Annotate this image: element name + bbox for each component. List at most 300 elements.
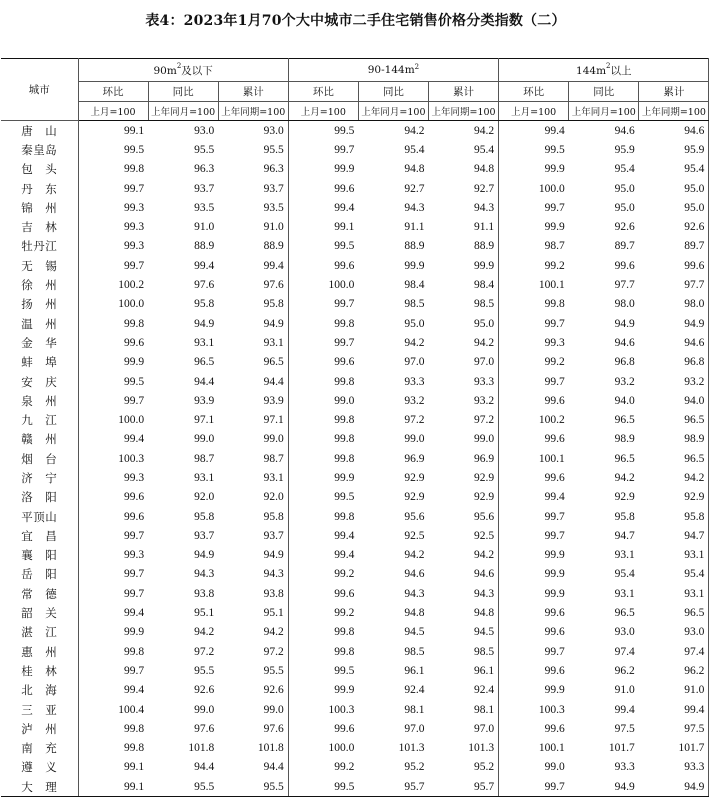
table-row	[1, 430, 709, 449]
index-value: 92.7	[404, 182, 425, 195]
index-value: 99.8	[334, 433, 355, 446]
index-value: 96.9	[404, 452, 425, 465]
table-row	[1, 546, 709, 565]
index-value: 99.7	[334, 143, 355, 156]
index-value: 93.1	[194, 336, 215, 349]
city-name: 蚌 埠	[1, 353, 78, 372]
index-value: 95.0	[404, 317, 425, 330]
index-value: 92.9	[614, 491, 635, 504]
index-value: 99.9	[334, 163, 355, 176]
table-row	[1, 700, 709, 719]
metric-header-cumulative: 累计	[428, 82, 498, 102]
index-value: 95.8	[614, 510, 635, 523]
index-value: 99.6	[334, 356, 355, 369]
city-name: 大 理	[1, 777, 78, 797]
city-name: 洛 阳	[1, 488, 78, 507]
index-value: 99.6	[544, 394, 565, 407]
metric-header-yoy: 同比	[358, 82, 428, 102]
city-name: 金 华	[1, 333, 78, 352]
index-value: 99.6	[544, 607, 565, 620]
index-value: 96.1	[404, 664, 425, 677]
index-value: 97.1	[218, 410, 288, 429]
index-value: 95.0	[614, 182, 635, 195]
index-value: 101.8	[218, 739, 288, 758]
index-value: 99.2	[334, 607, 355, 620]
group-header-small: $90m^2$及以下	[78, 59, 288, 82]
index-value: 95.5	[194, 664, 215, 677]
city-name: 南 充	[1, 739, 78, 758]
index-value: 98.7	[218, 449, 288, 468]
index-value: 99.7	[544, 529, 565, 542]
index-value: 96.3	[218, 160, 288, 179]
index-value: 95.8	[218, 507, 288, 526]
index-value: 96.8	[614, 356, 635, 369]
index-value: 99.9	[544, 221, 565, 234]
index-value: 98.9	[639, 430, 709, 449]
table-row	[1, 758, 709, 777]
index-value: 94.2	[194, 626, 215, 639]
index-value: 93.3	[428, 372, 498, 391]
index-value: 97.5	[614, 722, 635, 735]
index-value: 93.2	[639, 372, 709, 391]
index-value: 91.0	[194, 221, 215, 234]
city-column-header: 城市	[1, 59, 78, 121]
index-value: 98.4	[404, 279, 425, 292]
index-value: 100.0	[328, 279, 355, 292]
index-value: 99.8	[123, 163, 145, 176]
index-value: 101.3	[398, 742, 425, 755]
index-value: 99.7	[544, 375, 565, 388]
table-row	[1, 140, 709, 159]
index-value: 89.7	[639, 237, 709, 256]
index-value: 95.0	[428, 314, 498, 333]
index-value: 99.4	[123, 684, 145, 697]
index-value: 94.6	[404, 568, 425, 581]
index-value: 94.2	[639, 468, 709, 487]
index-value: 99.9	[544, 163, 565, 176]
index-value: 93.2	[614, 375, 635, 388]
index-value: 99.5	[123, 143, 145, 156]
index-value: 96.5	[639, 410, 709, 429]
index-value: 94.6	[639, 121, 709, 141]
index-value: 97.0	[428, 719, 498, 738]
index-value: 95.0	[639, 179, 709, 198]
index-value: 99.8	[334, 375, 355, 388]
index-value: 95.9	[614, 143, 635, 156]
city-name: 锦 州	[1, 198, 78, 217]
index-value: 99.8	[334, 317, 355, 330]
index-value: 93.7	[194, 529, 215, 542]
index-value: 98.5	[428, 642, 498, 661]
index-value: 101.8	[188, 742, 215, 755]
index-value: 94.0	[639, 391, 709, 410]
index-value: 100.3	[118, 452, 145, 465]
index-value: 95.2	[428, 758, 498, 777]
index-value: 99.7	[123, 259, 145, 272]
index-value: 99.6	[544, 664, 565, 677]
index-value: 100.2	[118, 279, 145, 292]
index-value: 99.8	[123, 645, 145, 658]
index-value: 92.6	[218, 681, 288, 700]
table-row	[1, 526, 709, 545]
index-value: 98.0	[639, 295, 709, 314]
index-value: 93.7	[194, 182, 215, 195]
index-value: 97.6	[194, 722, 215, 735]
index-value: 94.2	[428, 333, 498, 352]
index-value: 95.5	[194, 143, 215, 156]
index-value: 97.4	[614, 645, 635, 658]
index-value: 93.9	[218, 391, 288, 410]
index-value: 94.8	[428, 603, 498, 622]
index-value: 99.0	[428, 430, 498, 449]
index-value: 94.9	[614, 317, 635, 330]
index-value: 93.1	[218, 468, 288, 487]
index-value: 99.0	[544, 761, 565, 774]
index-value: 99.6	[544, 433, 565, 446]
index-value: 96.5	[614, 414, 635, 427]
index-value: 93.0	[194, 124, 215, 137]
index-value: 99.3	[544, 336, 565, 349]
index-value: 99.7	[499, 777, 569, 797]
index-value: 101.3	[428, 739, 498, 758]
index-value: 99.4	[334, 201, 355, 214]
index-value: 94.4	[194, 761, 215, 774]
base-header-cumulative: 上年同期=100	[639, 102, 709, 121]
index-value: 97.2	[428, 410, 498, 429]
index-value: 98.9	[614, 433, 635, 446]
index-value: 95.5	[218, 661, 288, 680]
index-value: 99.4	[334, 549, 355, 562]
index-value: 99.2	[334, 761, 355, 774]
index-value: 99.9	[123, 626, 145, 639]
index-value: 99.9	[428, 256, 498, 275]
index-value: 94.7	[639, 526, 709, 545]
index-value: 99.6	[544, 722, 565, 735]
index-value: 100.0	[118, 414, 145, 427]
index-value: 94.3	[404, 587, 425, 600]
index-value: 94.9	[218, 546, 288, 565]
table-row	[1, 661, 709, 680]
table-row	[1, 777, 709, 797]
index-value: 91.0	[614, 684, 635, 697]
city-name: 牡丹江	[1, 237, 78, 256]
index-value: 99.7	[544, 317, 565, 330]
index-value: 93.1	[639, 546, 709, 565]
table-row	[1, 160, 709, 179]
index-value: 91.1	[404, 221, 425, 234]
index-value: 95.0	[614, 201, 635, 214]
index-value: 93.9	[194, 394, 215, 407]
index-value: 99.3	[123, 471, 145, 484]
index-value: 99.0	[218, 430, 288, 449]
index-value: 99.4	[544, 491, 565, 504]
index-value: 97.2	[218, 642, 288, 661]
group-header-medium: $90-144m^2$	[288, 59, 498, 82]
city-name: 赣 州	[1, 430, 78, 449]
index-value: 100.3	[538, 703, 565, 716]
index-value: 93.8	[194, 587, 215, 600]
table-row	[1, 314, 709, 333]
index-value: 99.9	[123, 356, 145, 369]
index-value: 99.5	[123, 375, 145, 388]
table-row	[1, 179, 709, 198]
base-header-yoy: 上年同月=100	[148, 102, 218, 121]
index-value: 93.7	[218, 526, 288, 545]
index-value: 96.2	[614, 664, 635, 677]
index-value: 99.2	[544, 259, 565, 272]
index-value: 93.0	[614, 626, 635, 639]
index-value: 99.7	[123, 529, 145, 542]
index-value: 94.3	[404, 201, 425, 214]
table-row	[1, 333, 709, 352]
table-row	[1, 217, 709, 236]
base-header-yoy: 上年同月=100	[358, 102, 428, 121]
table-row	[1, 642, 709, 661]
index-value: 88.9	[428, 237, 498, 256]
index-value: 95.7	[358, 777, 428, 797]
city-name: 唐 山	[1, 121, 78, 141]
index-value: 92.5	[404, 529, 425, 542]
index-value: 98.4	[428, 275, 498, 294]
index-value: 96.1	[428, 661, 498, 680]
index-value: 93.3	[639, 758, 709, 777]
index-value: 93.5	[218, 198, 288, 217]
index-value: 99.4	[334, 529, 355, 542]
index-value: 99.7	[334, 298, 355, 311]
index-value: 94.2	[404, 549, 425, 562]
index-value: 91.0	[218, 217, 288, 236]
index-value: 94.9	[218, 314, 288, 333]
index-value: 95.5	[218, 140, 288, 159]
index-value: 93.2	[404, 394, 425, 407]
index-value: 99.3	[123, 240, 145, 253]
index-value: 97.0	[404, 356, 425, 369]
table-row	[1, 488, 709, 507]
metric-header-mom: 环比	[288, 82, 358, 102]
group-header-large: $144m^2$以上	[499, 59, 709, 82]
index-value: 94.8	[404, 163, 425, 176]
index-value: 100.1	[538, 742, 565, 755]
metric-header-yoy: 同比	[148, 82, 218, 102]
city-name: 湛 江	[1, 623, 78, 642]
index-value: 92.9	[404, 471, 425, 484]
index-value: 92.4	[428, 681, 498, 700]
index-value: 89.7	[614, 240, 635, 253]
table-row	[1, 256, 709, 275]
index-value: 93.1	[614, 549, 635, 562]
index-value: 100.0	[328, 742, 355, 755]
index-value: 99.9	[404, 259, 425, 272]
table-row	[1, 468, 709, 487]
index-value: 99.4	[123, 433, 145, 446]
index-value: 99.0	[194, 433, 215, 446]
base-header-yoy: 上年同月=100	[569, 102, 639, 121]
table-row	[1, 623, 709, 642]
index-value: 97.0	[404, 722, 425, 735]
index-value: 99.5	[334, 124, 355, 137]
index-value: 94.9	[639, 314, 709, 333]
index-value: 99.1	[123, 761, 145, 774]
index-value: 95.4	[639, 160, 709, 179]
index-value: 99.4	[614, 703, 635, 716]
index-value: 96.8	[639, 353, 709, 372]
index-value: 99.6	[334, 587, 355, 600]
index-value: 94.9	[639, 777, 709, 797]
index-value: 99.4	[123, 607, 145, 620]
index-value: 94.2	[404, 336, 425, 349]
index-value: 92.9	[428, 488, 498, 507]
index-value: 99.7	[123, 664, 145, 677]
table-row	[1, 372, 709, 391]
index-value: 99.3	[123, 221, 145, 234]
index-value: 95.4	[614, 568, 635, 581]
index-value: 98.5	[428, 295, 498, 314]
index-value: 97.2	[404, 414, 425, 427]
index-value: 99.1	[334, 221, 355, 234]
index-value: 99.9	[544, 568, 565, 581]
index-value: 98.1	[404, 703, 425, 716]
city-name: 扬 州	[1, 295, 78, 314]
index-value: 92.0	[218, 488, 288, 507]
index-value: 93.3	[614, 761, 635, 774]
index-value: 99.9	[544, 684, 565, 697]
index-value: 92.9	[639, 488, 709, 507]
index-value: 99.8	[334, 452, 355, 465]
index-value: 99.6	[123, 491, 145, 504]
index-value: 93.1	[218, 333, 288, 352]
index-value: 88.9	[194, 240, 215, 253]
table-title: 表4：2023年1月70个大中城市二手住宅销售价格分类指数（二）	[145, 13, 566, 29]
index-value: 99.4	[639, 700, 709, 719]
table-row	[1, 295, 709, 314]
index-value: 94.2	[404, 124, 425, 137]
index-value: 93.7	[218, 179, 288, 198]
city-name: 安 庆	[1, 372, 78, 391]
city-name: 宜 昌	[1, 526, 78, 545]
base-header-cumulative: 上年同期=100	[428, 102, 498, 121]
city-name: 秦皇岛	[1, 140, 78, 159]
index-value: 100.0	[118, 298, 145, 311]
index-value: 94.3	[218, 565, 288, 584]
city-name: 韶 关	[1, 603, 78, 622]
index-value: 92.6	[639, 217, 709, 236]
index-value: 100.3	[328, 703, 355, 716]
index-value: 92.9	[404, 491, 425, 504]
index-value: 99.7	[544, 510, 565, 523]
index-value: 99.8	[544, 298, 565, 311]
index-value: 99.8	[123, 742, 145, 755]
index-value: 92.7	[428, 179, 498, 198]
index-value: 99.4	[194, 259, 215, 272]
table-row	[1, 565, 709, 584]
index-value: 99.6	[334, 722, 355, 735]
table-row	[1, 391, 709, 410]
index-value: 95.8	[194, 298, 215, 311]
index-value: 99.2	[544, 356, 565, 369]
index-value: 99.6	[123, 510, 145, 523]
index-value: 96.5	[614, 452, 635, 465]
table-row	[1, 681, 709, 700]
index-value: 97.2	[194, 645, 215, 658]
index-value: 95.4	[404, 143, 425, 156]
city-name: 徐 州	[1, 275, 78, 294]
table-row	[1, 275, 709, 294]
index-value: 93.0	[639, 623, 709, 642]
base-header-mom: 上月=100	[78, 102, 148, 121]
index-value: 95.1	[194, 607, 215, 620]
index-value: 100.0	[538, 182, 565, 195]
index-value: 95.4	[614, 163, 635, 176]
index-value: 99.0	[334, 394, 355, 407]
index-value: 97.5	[639, 719, 709, 738]
index-value: 99.9	[334, 684, 355, 697]
index-value: 99.7	[334, 336, 355, 349]
index-value: 93.5	[194, 201, 215, 214]
index-value: 99.9	[334, 471, 355, 484]
index-value: 94.9	[194, 549, 215, 562]
index-value: 99.3	[123, 201, 145, 214]
index-value: 95.6	[404, 510, 425, 523]
index-value: 94.3	[194, 568, 215, 581]
index-value: 94.6	[639, 333, 709, 352]
index-value: 99.5	[334, 491, 355, 504]
city-name: 惠 州	[1, 642, 78, 661]
index-value: 94.0	[614, 394, 635, 407]
index-value: 101.7	[608, 742, 635, 755]
city-name: 无 锡	[1, 256, 78, 275]
index-value: 99.7	[544, 645, 565, 658]
index-value: 92.6	[614, 221, 635, 234]
index-value: 97.7	[614, 279, 635, 292]
index-value: 92.4	[404, 684, 425, 697]
index-value: 99.0	[404, 433, 425, 446]
city-name: 济 宁	[1, 468, 78, 487]
index-value: 99.6	[123, 336, 145, 349]
city-name: 泸 州	[1, 719, 78, 738]
index-value: 100.1	[538, 452, 565, 465]
index-value: 99.6	[334, 182, 355, 195]
city-name: 包 头	[1, 160, 78, 179]
index-value: 95.4	[639, 565, 709, 584]
table-row	[1, 739, 709, 758]
index-value: 92.9	[428, 468, 498, 487]
table-row	[1, 121, 709, 141]
index-value: 94.9	[569, 777, 639, 797]
index-value: 93.1	[194, 471, 215, 484]
index-value: 98.0	[614, 298, 635, 311]
city-name: 北 海	[1, 681, 78, 700]
index-value: 99.5	[544, 143, 565, 156]
index-value: 99.7	[123, 182, 145, 195]
index-value: 95.5	[148, 777, 218, 797]
index-value: 95.8	[639, 507, 709, 526]
index-value: 99.7	[123, 587, 145, 600]
index-value: 93.8	[218, 584, 288, 603]
index-value: 100.1	[538, 279, 565, 292]
index-value: 95.7	[428, 777, 498, 797]
index-value: 96.3	[194, 163, 215, 176]
index-value: 96.5	[218, 353, 288, 372]
index-value: 95.9	[639, 140, 709, 159]
index-value: 94.2	[614, 471, 635, 484]
metric-header-cumulative: 累计	[218, 82, 288, 102]
index-value: 93.2	[428, 391, 498, 410]
index-value: 95.8	[218, 295, 288, 314]
index-value: 91.1	[428, 217, 498, 236]
index-value: 94.5	[404, 626, 425, 639]
index-value: 94.4	[218, 372, 288, 391]
metric-header-mom: 环比	[499, 82, 569, 102]
